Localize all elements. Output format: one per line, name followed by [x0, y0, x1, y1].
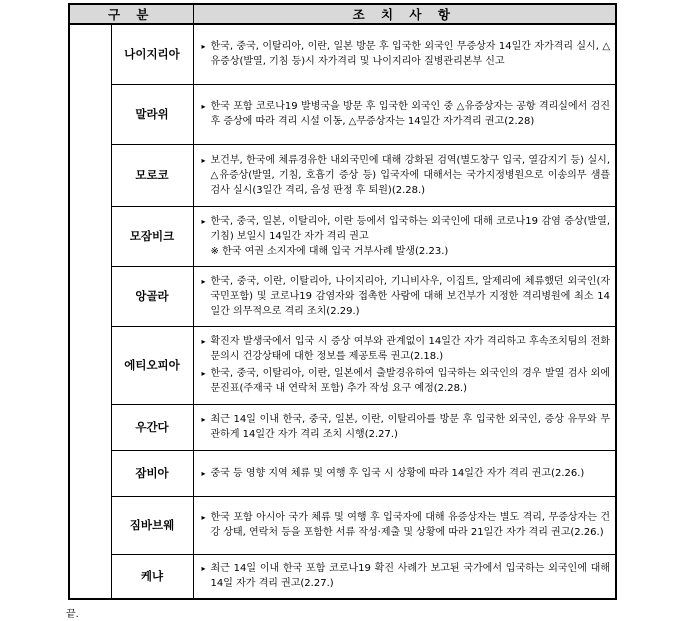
- country-cell: 짐바브웨: [111, 496, 193, 554]
- header-category: 구 분: [69, 4, 193, 24]
- country-cell: 에티오피아: [111, 326, 193, 404]
- measure-cell: [193, 84, 616, 144]
- measure-paragraph: [202, 99, 611, 129]
- measure-paragraph: [202, 510, 611, 540]
- table-row: [69, 206, 616, 266]
- table-header-row: [69, 4, 616, 24]
- measure-text: 최근 14일 이내 한국 포함 코로나19 확진 사례가 보고된 국가에서 입국하는 외국인에 대해 14일 자가 격리 권고(2.27.): [210, 563, 611, 590]
- country-cell: 나이지리아: [111, 24, 193, 84]
- country-cell: 모로코: [111, 144, 193, 206]
- bullet-icon: ▸: [201, 42, 206, 52]
- measure-note: ※ 한국 여권 소지자에 대해 입국 거부사례 발생(2.23.): [210, 245, 449, 257]
- measure-cell: [193, 24, 616, 84]
- end-mark: 끝.: [66, 609, 79, 620]
- bullet-icon: ▸: [201, 369, 206, 378]
- table-row: [69, 24, 616, 84]
- blank-cell: [69, 404, 111, 450]
- measure-text: 한국, 중국, 이탈리아, 이란, 일본에서 출발경유하여 입국하는 외국인의 경우 발열 검사 외에 문진표(주재국 내 연락처 포함) 추가 작성 요구 예정(2.28.): [210, 368, 611, 394]
- measure-text: 한국 포함 코로나19 발병국을 방문 후 입국한 외국인 중 △유증상자는 공항 격리실에서 검진 후 증상에 따라 격리 시설 이동, △무증상자는 14일간 자가격리 권고(2.28): [210, 101, 611, 127]
- measure-text: 한국, 중국, 일본, 이탈리아, 이란 등에서 입국하는 외국인에 대해 코로나19 감염 증상(발열,기침) 보일시 14일간 자가 격리 권고: [210, 215, 611, 242]
- measure-cell: [193, 554, 616, 599]
- measure-text: 확진자 발생국에서 입국 시 증상 여부와 관계없이 14일간 자가 격리하고 후속조치팀의 전화 문의시 건강상태에 대한 정보를 제공토록 권고(2.18.): [210, 336, 611, 362]
- bullet-icon: ▸: [201, 337, 206, 346]
- table-row: [69, 404, 616, 450]
- blank-cell: [69, 144, 111, 206]
- measure-paragraph: [202, 39, 611, 69]
- measure-paragraph: [202, 274, 611, 319]
- measure-cell: [193, 206, 616, 266]
- blank-cell: [69, 24, 111, 84]
- table-row: [69, 554, 616, 599]
- measure-text: 최근 14일 이내 한국, 중국, 일본, 이란, 이탈리아를 방문 후 입국한 외국인, 증상 유무와 무관하게 14일간 자가 격리 조치 시행(2.27.): [210, 414, 611, 440]
- measure-cell: [193, 266, 616, 326]
- table-body: [69, 24, 616, 599]
- measure-paragraph: [202, 214, 611, 244]
- measure-cell: [193, 450, 616, 496]
- blank-cell: [69, 206, 111, 266]
- measure-paragraph: [202, 153, 611, 198]
- country-cell: 모잠비크: [111, 206, 193, 266]
- header-measures: 조 치 사 항: [193, 4, 616, 24]
- measure-cell: [193, 144, 616, 206]
- bullet-icon: ▸: [201, 102, 206, 111]
- bullet-icon: ▸: [201, 468, 206, 478]
- country-cell: 잠비아: [111, 450, 193, 496]
- bullet-icon: ▸: [201, 276, 206, 286]
- bullet-icon: ▸: [201, 564, 206, 574]
- country-cell: 앙골라: [111, 266, 193, 326]
- country-cell: 말라위: [111, 84, 193, 144]
- measure-cell: [193, 326, 616, 404]
- measure-text: 보건부, 한국에 체류경유한 내외국민에 대해 강화된 검역(별도창구 입국, 열감지기 등) 실시, △유증상(발열, 기침, 호흡기 증상 등) 입국자에 대해서는 국가지정병원으로 이송의무 샘플 검사 실시(3일간 격리, 음성 판정 후 퇴원)(2.28.): [210, 154, 611, 196]
- measure-paragraph: [202, 366, 611, 396]
- blank-cell: [69, 450, 111, 496]
- measure-paragraph: [202, 561, 611, 591]
- table-row: [69, 450, 616, 496]
- bullet-icon: ▸: [201, 513, 206, 522]
- bullet-icon: ▸: [201, 415, 206, 424]
- measure-text: 한국, 중국, 이란, 이탈리아, 나이지리아, 기니비사우, 이집트, 알제리에 체류했던 외국인(자국민포함) 및 코로나19 감염자와 접촉한 사람에 대해 보건부가 지정한 격리병원에 최소 14일간 의무적으로 격리 조치(2.29.): [210, 275, 611, 317]
- measure-cell: [193, 404, 616, 450]
- measure-cell: [193, 496, 616, 554]
- table-row: [69, 326, 616, 404]
- blank-cell: [69, 84, 111, 144]
- measure-paragraph: [202, 334, 611, 364]
- table-row: [69, 144, 616, 206]
- blank-cell: [69, 554, 111, 599]
- measure-paragraph: [202, 412, 611, 442]
- blank-cell: [69, 326, 111, 404]
- country-cell: 케냐: [111, 554, 193, 599]
- country-cell: 우간다: [111, 404, 193, 450]
- blank-cell: [69, 496, 111, 554]
- measure-paragraph: [202, 466, 611, 481]
- measure-text: 중국 등 영향 지역 체류 및 여행 후 입국 시 상황에 따라 14일간 자가 격리 권고(2.26.): [210, 467, 585, 479]
- blank-cell: [69, 266, 111, 326]
- measures-table: [68, 3, 617, 600]
- table-row: [69, 266, 616, 326]
- bullet-icon: ▸: [201, 155, 206, 165]
- table-row: [69, 496, 616, 554]
- measure-text: 한국, 중국, 이탈리아, 이란, 일본 방문 후 입국한 외국인 무증상자 14일간 자가격리 실시, △유증상(발열, 기침 등)시 자가격리 및 나이지리아 질병관리본부 신고: [210, 41, 611, 68]
- measure-text: 한국 포함 아시아 국가 체류 및 여행 후 입국자에 대해 유증상자는 별도 격리, 무증상자는 건강 상태, 연락처 등을 포함한 서류 작성·제출 및 상황에 따라 21일간 자가 격리 권고(2.26.): [210, 512, 611, 538]
- bullet-icon: ▸: [201, 216, 206, 226]
- table-row: [69, 84, 616, 144]
